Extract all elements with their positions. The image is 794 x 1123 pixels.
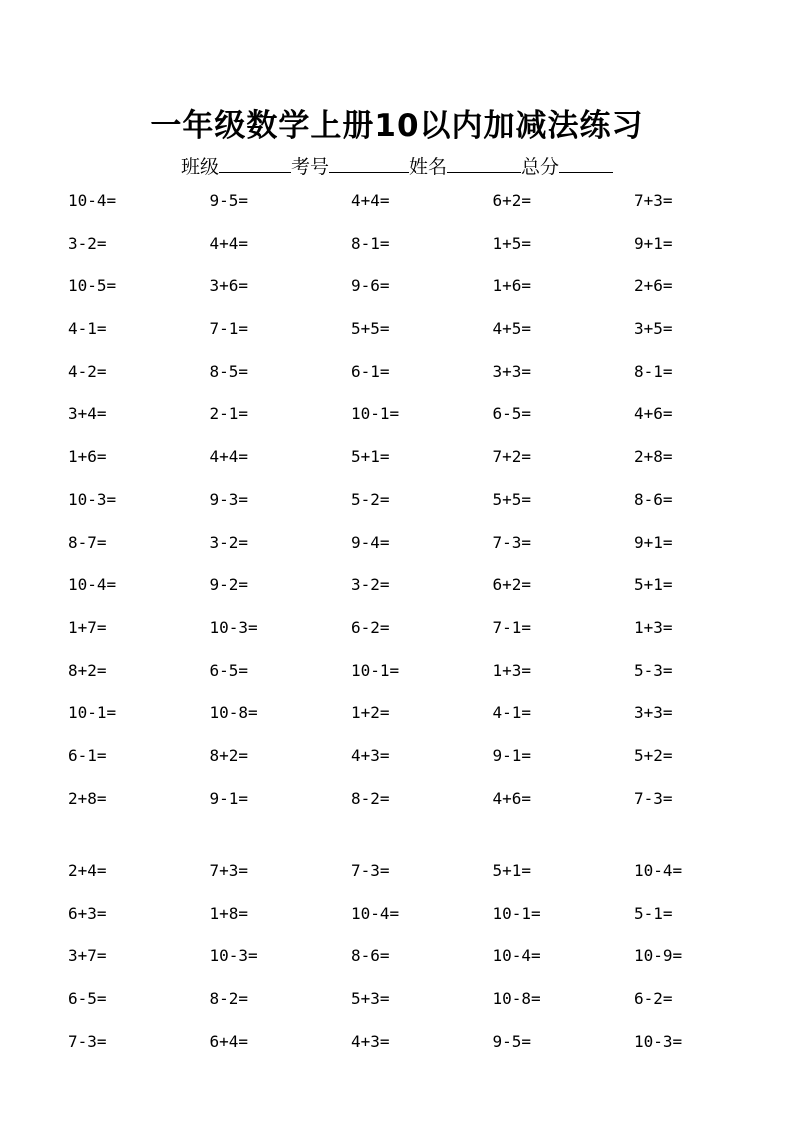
problem-row <box>68 789 776 832</box>
problem-row <box>68 575 776 618</box>
problem-row <box>68 946 776 989</box>
math-problem: 10-8= <box>492 989 541 1009</box>
math-problem: 5+5= <box>351 319 390 339</box>
math-problem: 6+4= <box>209 1031 249 1051</box>
problem-row <box>68 533 776 576</box>
math-problem: 8-1= <box>634 361 673 381</box>
math-problem: 4-2= <box>68 361 107 381</box>
math-problem: 10-3= <box>68 489 117 509</box>
math-problem: 1+6= <box>492 276 532 296</box>
math-problem: 5-1= <box>634 903 673 923</box>
exam-no-blank[interactable] <box>329 154 409 173</box>
math-problem: 8-6= <box>634 489 673 509</box>
math-problem: 8+2= <box>68 660 107 680</box>
math-problem: 3-2= <box>351 575 390 595</box>
math-problem: 1+3= <box>492 660 532 680</box>
math-problem: 5+5= <box>492 489 532 509</box>
problem-row <box>68 404 776 447</box>
math-problem: 10-4= <box>351 903 400 923</box>
math-problem: 7-3= <box>351 861 390 880</box>
math-problem: 8-2= <box>351 788 390 808</box>
problem-row <box>68 490 776 533</box>
math-problem: 7-3= <box>634 788 673 808</box>
math-problem: 3+3= <box>634 703 673 723</box>
math-problem: 10-8= <box>209 703 258 723</box>
math-problem: 8-7= <box>68 532 107 552</box>
math-problem: 6-5= <box>492 404 532 424</box>
math-problem: 7+3= <box>209 861 249 880</box>
math-problem: 6-5= <box>68 989 107 1009</box>
math-problem: 10-5= <box>68 276 117 296</box>
math-problem: 2+6= <box>634 276 673 296</box>
math-problem: 10-1= <box>492 903 541 923</box>
math-problem: 9-5= <box>209 191 249 210</box>
problem-row <box>68 234 776 277</box>
math-problem: 7+3= <box>634 191 673 210</box>
math-problem: 4+4= <box>351 191 390 210</box>
worksheet-title: 一年级数学上册10以内加减法练习 <box>150 108 644 144</box>
math-problem: 8-5= <box>209 361 249 381</box>
math-problem: 9+1= <box>634 233 673 253</box>
problem-row <box>68 276 776 319</box>
math-problem: 6-5= <box>209 660 249 680</box>
problem-row <box>68 861 776 904</box>
math-problem: 7-3= <box>68 1031 107 1051</box>
math-problem: 5+2= <box>634 745 673 765</box>
math-problem: 7+2= <box>492 447 532 467</box>
math-problem: 10-3= <box>209 946 258 966</box>
math-problem: 3+6= <box>209 276 249 296</box>
math-problem: 10-4= <box>68 575 117 595</box>
math-problem: 6-2= <box>634 989 673 1009</box>
math-problem: 4+4= <box>209 447 249 467</box>
math-problem: 1+8= <box>209 903 249 923</box>
problem-row <box>68 703 776 746</box>
math-problem: 10-9= <box>634 946 683 966</box>
math-problem: 4-1= <box>68 319 107 339</box>
math-problem: 4+5= <box>492 319 532 339</box>
math-problem: 4-1= <box>492 703 532 723</box>
math-problem: 8-6= <box>351 946 390 966</box>
math-problem: 10-4= <box>634 861 683 880</box>
math-problem: 3+7= <box>68 946 107 966</box>
math-problem: 4+6= <box>492 788 532 808</box>
class-label: 班级 <box>180 156 219 178</box>
math-problem: 6+2= <box>492 191 532 210</box>
math-problem: 9-1= <box>209 788 249 808</box>
math-problem: 8+2= <box>209 745 249 765</box>
problem-row <box>68 661 776 704</box>
math-problem: 10-4= <box>68 191 117 210</box>
math-problem: 9-2= <box>209 575 249 595</box>
math-problem: 1+3= <box>634 617 673 637</box>
problem-row <box>68 746 776 789</box>
problem-row <box>68 319 776 362</box>
math-problem: 6-1= <box>351 361 390 381</box>
math-problem: 2-1= <box>209 404 249 424</box>
exam-no-label: 考号 <box>290 156 329 178</box>
math-problem: 9-1= <box>492 745 532 765</box>
math-problem: 1+6= <box>68 447 107 467</box>
math-problem: 4+3= <box>351 1031 390 1051</box>
math-problem: 3+3= <box>492 361 532 381</box>
math-problem: 9-5= <box>492 1031 532 1051</box>
math-problem: 10-1= <box>68 703 117 723</box>
problem-row <box>68 447 776 490</box>
math-problem: 10-1= <box>351 660 400 680</box>
math-problem: 9+1= <box>634 532 673 552</box>
math-problem: 5-2= <box>351 489 390 509</box>
math-problem: 10-3= <box>634 1031 683 1051</box>
problem-row <box>68 904 776 947</box>
math-problem: 5+1= <box>351 447 390 467</box>
score-blank[interactable] <box>559 154 613 173</box>
math-problem: 2+4= <box>68 861 107 880</box>
score-label: 总分 <box>521 156 560 178</box>
problem-row <box>68 1032 776 1075</box>
math-problem: 6-2= <box>351 617 390 637</box>
math-problem: 5+1= <box>634 575 673 595</box>
math-problem: 2+8= <box>634 447 673 467</box>
problem-row <box>68 191 776 234</box>
problem-row <box>68 989 776 1032</box>
math-problem: 8-1= <box>351 233 390 253</box>
math-problem: 9-6= <box>351 276 390 296</box>
math-problem: 5-3= <box>634 660 673 680</box>
math-problem: 8-2= <box>209 989 249 1009</box>
math-problem: 10-1= <box>351 404 400 424</box>
problem-block-1 <box>68 191 776 831</box>
math-problem: 3-2= <box>68 233 107 253</box>
math-problem: 7-1= <box>209 319 249 339</box>
math-problem: 3+5= <box>634 319 673 339</box>
math-problem: 4+3= <box>351 745 390 765</box>
math-problem: 6-1= <box>68 745 107 765</box>
class-blank[interactable] <box>219 154 291 173</box>
name-blank[interactable] <box>447 154 521 173</box>
math-problem: 9-3= <box>209 489 249 509</box>
math-problem: 10-4= <box>492 946 541 966</box>
math-problem: 6+2= <box>492 575 532 595</box>
math-problem: 5+1= <box>492 861 532 880</box>
problem-row <box>68 362 776 405</box>
math-problem: 3+4= <box>68 404 107 424</box>
math-problem: 1+2= <box>351 703 390 723</box>
name-label: 姓名 <box>409 156 448 178</box>
math-problem: 7-3= <box>492 532 532 552</box>
math-problem: 5+3= <box>351 989 390 1009</box>
math-problem: 4+4= <box>209 233 249 253</box>
math-problem: 10-3= <box>209 617 258 637</box>
math-problem: 6+3= <box>68 903 107 923</box>
math-problem: 2+8= <box>68 788 107 808</box>
math-problem: 1+7= <box>68 617 107 637</box>
math-problem: 4+6= <box>634 404 673 424</box>
problem-row <box>68 618 776 661</box>
math-problem: 7-1= <box>492 617 532 637</box>
math-problem: 3-2= <box>209 532 249 552</box>
math-problem: 1+5= <box>492 233 532 253</box>
student-info-line <box>0 152 794 179</box>
problem-block-2 <box>68 861 776 1074</box>
math-problem: 9-4= <box>351 532 390 552</box>
